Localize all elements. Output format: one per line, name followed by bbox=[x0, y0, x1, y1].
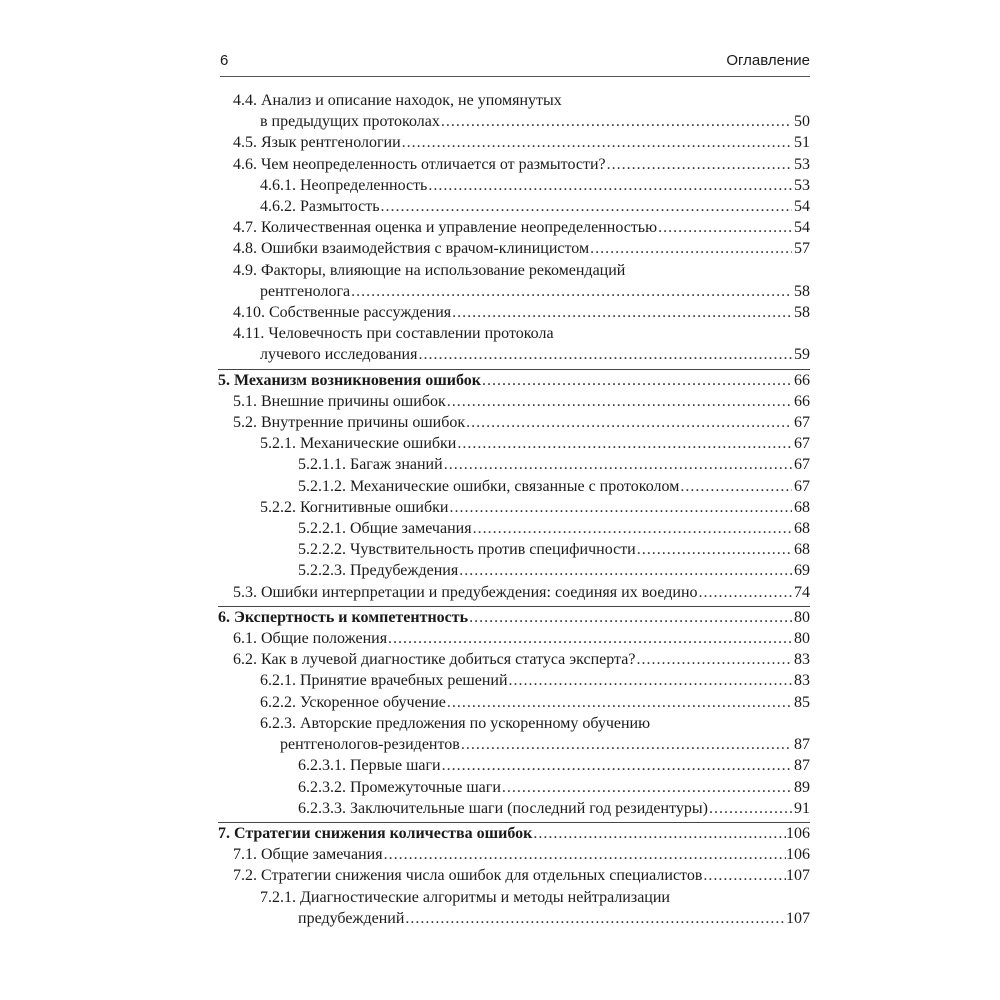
toc-entry-title: 6.2.3.3. Заключительные шаги (последний год резидентуры) bbox=[298, 799, 708, 817]
toc-entry-7-2 bbox=[218, 865, 810, 886]
toc-chapter-title: 6. Экспертность и компетентность bbox=[218, 608, 469, 626]
dot-leader bbox=[636, 539, 792, 560]
toc-entry-title: 6.2.3.1. Первые шаги bbox=[298, 757, 441, 775]
dot-leader bbox=[380, 196, 792, 217]
toc-entry-5-2-2 bbox=[218, 497, 810, 518]
dot-leader bbox=[589, 238, 792, 259]
toc-entry-title: 5.2.2. Когнитивные ошибки bbox=[260, 498, 449, 516]
toc-entry-title: 4.6.1. Неопределенность bbox=[260, 176, 428, 194]
toc-entry-6-2-2 bbox=[218, 692, 810, 713]
dot-leader bbox=[698, 582, 792, 603]
toc-entry-5-2-2-1 bbox=[218, 518, 810, 539]
toc-page-number: 67 bbox=[794, 414, 810, 432]
toc-chapter-title: 5. Механизм возникновения ошибок bbox=[218, 371, 482, 389]
toc-entry-title: 4.4. Анализ и описание находок, не упомянутых bbox=[233, 92, 562, 109]
dot-leader bbox=[451, 302, 792, 323]
toc-entry-title: 5.2.2.2. Чувствительность против специфичности bbox=[298, 541, 636, 559]
toc-page-number: 80 bbox=[794, 630, 810, 648]
dot-leader bbox=[657, 217, 792, 238]
dot-leader bbox=[350, 281, 792, 302]
toc-entry-6-2-3-1 bbox=[218, 755, 810, 776]
dot-leader bbox=[427, 175, 792, 196]
toc-entry-5-2 bbox=[218, 412, 810, 433]
toc-entry-title: 4.5. Язык рентгенологии bbox=[233, 134, 401, 152]
dot-leader bbox=[532, 823, 786, 844]
toc-entry-title: 5.2.2.3. Предубеждения bbox=[298, 562, 459, 580]
dot-leader bbox=[460, 734, 792, 755]
toc-page-number: 59 bbox=[794, 346, 810, 364]
dot-leader bbox=[401, 132, 792, 153]
toc-entry-title: 4.10. Собственные рассуждения bbox=[233, 304, 452, 322]
toc-entry-4-5 bbox=[218, 132, 810, 153]
table-of-contents bbox=[218, 90, 810, 929]
toc-entry-title: 4.6. Чем неопределенность отличается от размытости? bbox=[233, 155, 606, 173]
toc-entry-title: 5.2. Внутренние причины ошибок bbox=[233, 414, 466, 432]
toc-page-number: 83 bbox=[794, 672, 810, 690]
toc-page-number: 80 bbox=[794, 608, 810, 626]
dot-leader bbox=[606, 154, 792, 175]
toc-entry-title: 7.2.1. Диагностические алгоритмы и методы нейтрализации bbox=[260, 888, 670, 906]
toc-page-number: 89 bbox=[794, 778, 810, 796]
toc-entry-6-2-1 bbox=[218, 670, 810, 691]
toc-page-number: 85 bbox=[794, 693, 810, 711]
toc-entry-title: 7.2. Стратегии снижения числа ошибок для отдельных специалистов bbox=[233, 867, 703, 885]
toc-entry-4-4 bbox=[218, 90, 810, 132]
toc-entry-5-2-1-1 bbox=[218, 454, 810, 475]
toc-page-number: 54 bbox=[794, 198, 810, 216]
toc-chapter-7 bbox=[218, 822, 810, 844]
toc-entry-4-6-1 bbox=[218, 175, 810, 196]
toc-page-number: 53 bbox=[794, 155, 810, 173]
toc-entry-title-cont: рентгенолога bbox=[260, 282, 351, 300]
dot-leader bbox=[468, 607, 792, 628]
toc-entry-5-3 bbox=[218, 582, 810, 603]
toc-page-number: 58 bbox=[794, 304, 810, 322]
toc-entry-4-8 bbox=[218, 238, 810, 259]
toc-entry-title: 5.2.1. Механические ошибки bbox=[260, 435, 457, 453]
dot-leader bbox=[458, 560, 792, 581]
toc-page-number: 66 bbox=[794, 371, 810, 389]
toc-entry-title: 6.2.2. Ускоренное обучение bbox=[260, 693, 446, 711]
toc-entry-5-2-1-2 bbox=[218, 476, 810, 497]
toc-entry-title-cont: рентгенологов-резидентов bbox=[280, 736, 460, 754]
toc-page-number: 106 bbox=[786, 824, 810, 842]
toc-entry-title: 6.2.3.2. Промежуточные шаги bbox=[298, 778, 501, 796]
toc-entry-title-cont: лучевого исследования bbox=[260, 346, 418, 364]
toc-entry-title-cont: в предыдущих протоколах bbox=[260, 113, 440, 131]
running-title: Оглавление bbox=[726, 52, 810, 69]
toc-page-number: 74 bbox=[794, 583, 810, 601]
dot-leader bbox=[472, 518, 792, 539]
toc-entry-7-1 bbox=[218, 844, 810, 865]
page-header bbox=[220, 52, 810, 77]
toc-page-number: 68 bbox=[794, 520, 810, 538]
toc-entry-title: 4.9. Факторы, влияющие на использование рекомендаций bbox=[233, 261, 626, 279]
toc-page-number: 91 bbox=[794, 799, 810, 817]
toc-entry-title: 4.6.2. Размытость bbox=[260, 198, 380, 216]
toc-chapter-5 bbox=[218, 369, 810, 391]
toc-page-number: 67 bbox=[794, 477, 810, 495]
toc-entry-title: 6.2. Как в лучевой диагностике добиться статуса эксперта? bbox=[233, 651, 636, 669]
toc-entry-4-6 bbox=[218, 154, 810, 175]
toc-chapter-title: 7. Стратегии снижения количества ошибок bbox=[218, 824, 533, 842]
dot-leader bbox=[404, 908, 786, 929]
dot-leader bbox=[441, 755, 792, 776]
toc-entry-title: 5.2.1.1. Багаж знаний bbox=[298, 456, 443, 474]
toc-entry-6-2-3-3 bbox=[218, 798, 810, 819]
toc-page-number: 69 bbox=[794, 562, 810, 580]
toc-page-number: 67 bbox=[794, 435, 810, 453]
toc-entry-title: 4.11. Человечность при составлении протокола bbox=[233, 325, 554, 343]
toc-entry-title: 7.1. Общие замечания bbox=[233, 846, 383, 864]
dot-leader bbox=[501, 777, 792, 798]
toc-chapter-6 bbox=[218, 606, 810, 628]
toc-page-number: 51 bbox=[794, 134, 810, 152]
dot-leader bbox=[417, 344, 792, 365]
toc-entry-4-7 bbox=[218, 217, 810, 238]
toc-page-number: 106 bbox=[786, 846, 810, 864]
toc-page-number: 50 bbox=[794, 113, 810, 131]
dot-leader bbox=[448, 497, 792, 518]
toc-entry-title: 6.2.3. Авторские предложения по ускоренному обучению bbox=[260, 714, 651, 732]
toc-entry-4-11 bbox=[218, 323, 810, 365]
toc-entry-7-2-1 bbox=[218, 887, 810, 929]
dot-leader bbox=[387, 628, 792, 649]
toc-page-number: 53 bbox=[794, 176, 810, 194]
toc-entry-title: 4.8. Ошибки взаимодействия с врачом-клиницистом bbox=[233, 240, 590, 258]
toc-page-number: 87 bbox=[794, 757, 810, 775]
toc-page-number: 54 bbox=[794, 219, 810, 237]
toc-entry-4-10 bbox=[218, 302, 810, 323]
page-number: 6 bbox=[220, 52, 229, 69]
toc-entry-6-2 bbox=[218, 649, 810, 670]
dot-leader bbox=[443, 454, 792, 475]
dot-leader bbox=[456, 433, 792, 454]
dot-leader bbox=[446, 692, 792, 713]
toc-page-number: 107 bbox=[786, 909, 810, 927]
toc-entry-title: 5.3. Ошибки интерпретации и предубеждения: соединяя их воедино bbox=[233, 583, 698, 601]
toc-entry-6-2-3-2 bbox=[218, 777, 810, 798]
toc-entry-4-6-2 bbox=[218, 196, 810, 217]
dot-leader bbox=[481, 370, 792, 391]
dot-leader bbox=[679, 476, 792, 497]
toc-page-number: 67 bbox=[794, 456, 810, 474]
dot-leader bbox=[635, 649, 792, 670]
toc-entry-6-1 bbox=[218, 628, 810, 649]
dot-leader bbox=[702, 865, 786, 886]
dot-leader bbox=[383, 844, 786, 865]
toc-entry-4-9 bbox=[218, 260, 810, 302]
toc-page-number: 68 bbox=[794, 541, 810, 559]
toc-page-number: 57 bbox=[794, 240, 810, 258]
toc-entry-5-1 bbox=[218, 391, 810, 412]
toc-entry-title: 5.2.1.2. Механические ошибки, связанные с протоколом bbox=[298, 477, 680, 495]
toc-entry-5-2-2-2 bbox=[218, 539, 810, 560]
dot-leader bbox=[708, 798, 792, 819]
dot-leader bbox=[440, 111, 792, 132]
toc-page-number: 87 bbox=[794, 736, 810, 754]
toc-entry-5-2-1 bbox=[218, 433, 810, 454]
toc-entry-title-cont: предубеждений bbox=[298, 909, 405, 927]
toc-entry-title: 4.7. Количественная оценка и управление неопределенностью bbox=[233, 219, 658, 237]
toc-entry-title: 5.1. Внешние причины ошибок bbox=[233, 392, 446, 410]
dot-leader bbox=[465, 412, 792, 433]
dot-leader bbox=[508, 670, 792, 691]
toc-page-number: 83 bbox=[794, 651, 810, 669]
dot-leader bbox=[446, 391, 792, 412]
toc-page-number: 58 bbox=[794, 282, 810, 300]
toc-entry-6-2-3 bbox=[218, 713, 810, 755]
toc-entry-title: 5.2.2.1. Общие замечания bbox=[298, 520, 472, 538]
toc-page-number: 107 bbox=[786, 867, 810, 885]
toc-page-number: 66 bbox=[794, 392, 810, 410]
toc-entry-5-2-2-3 bbox=[218, 560, 810, 581]
toc-entry-title: 6.1. Общие положения bbox=[233, 630, 388, 648]
toc-entry-title: 6.2.1. Принятие врачебных решений bbox=[260, 672, 508, 690]
toc-page-number: 68 bbox=[794, 498, 810, 516]
